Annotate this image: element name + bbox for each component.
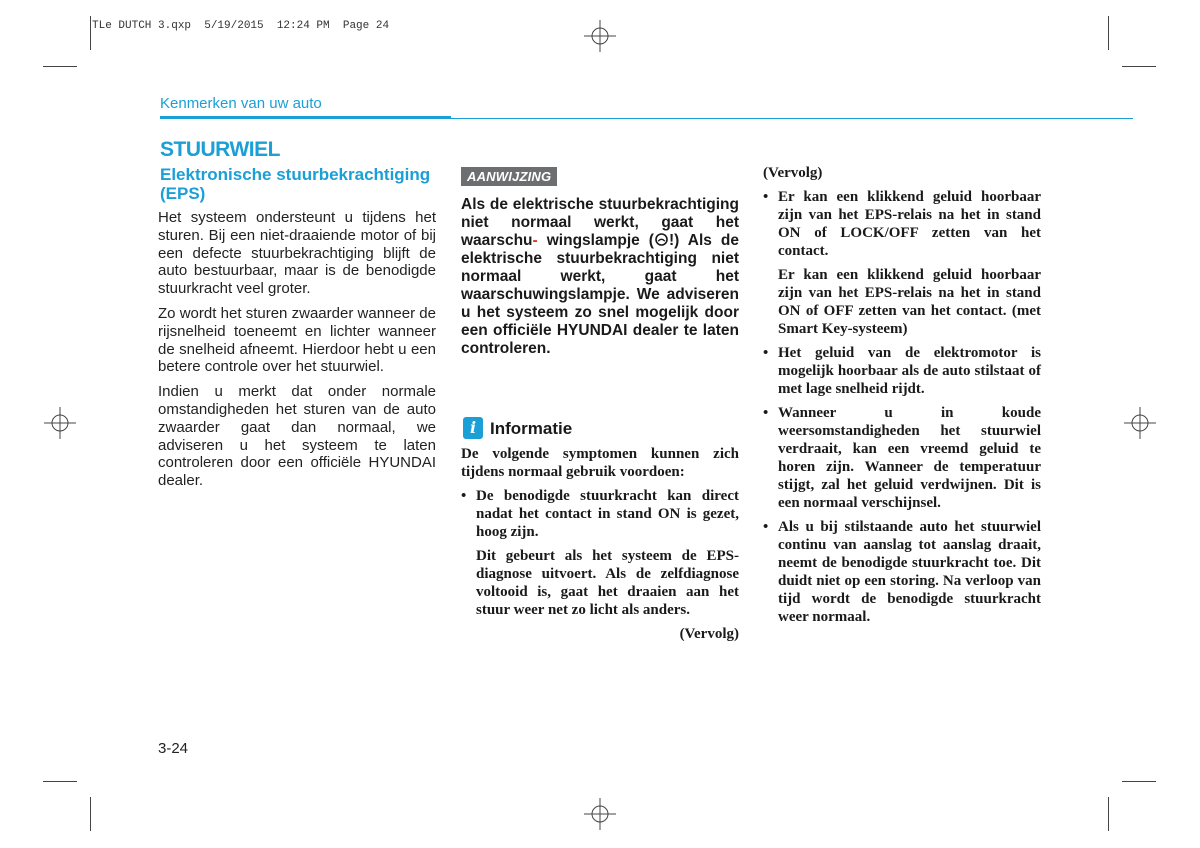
list-item: • Er kan een klikkend geluid hoorbaar zijn van het EPS-relais na het in stand ON of LOCK/OFF zetten van het contact. bbox=[763, 188, 1041, 260]
continued-top-label: (Vervolg) bbox=[763, 165, 823, 181]
page-number: 3-24 bbox=[158, 740, 189, 757]
registration-mark-bottom bbox=[584, 798, 616, 830]
registration-mark-left bbox=[44, 407, 76, 439]
continued-label: (Vervolg) bbox=[679, 626, 739, 642]
note-text: Als de elektrische stuurbekrachtiging niet normaal werkt, gaat het waarschu- wingslampje ( !) Als de elektrische stuurbekrachtiging niet normaal werkt, gaat het waarschuwingslampje. We adviseren u het systeem zo snel mogelijk door een officiële HYUNDAI dealer te laten controleren. bbox=[461, 196, 739, 357]
list-item: • De benodigde stuurkracht kan direct nadat het contact in stand ON is gezet, hoog zijn. bbox=[461, 487, 739, 541]
header-rule-thick bbox=[160, 116, 451, 119]
eps-warning-icon bbox=[654, 233, 669, 246]
info-body-continued bbox=[763, 164, 1041, 632]
info-intro: De volgende symptomen kunnen zich tijdens normaal gebruik voordoen: bbox=[461, 446, 739, 480]
header-rule-thin bbox=[451, 118, 1133, 119]
list-item: • Als u bij stilstaande auto het stuurwiel continu van aanslag tot aanslag draait, neemt de benodigde stuurkracht toe. Dit duidt niet op een storing. Na verloop van tijd wordt de benodigde stuurkracht weer normaal. bbox=[763, 518, 1041, 626]
body-paragraph: Indien u merkt dat onder normale omstandigheden het sturen van de auto zwaarder gaat dan normaal, we adviseren u het systeem te laten controleren door een officiële HYUNDAI dealer. bbox=[158, 383, 436, 490]
info-title: Informatie bbox=[490, 419, 573, 438]
registration-mark-right bbox=[1124, 407, 1156, 439]
note-badge: AANWIJZING bbox=[461, 167, 557, 186]
list-item: • Het geluid van de elektromotor is mogelijk hoorbaar als de auto stilstaat of met lage snelheid rijdt. bbox=[763, 344, 1041, 398]
page-title: STUURWIEL bbox=[160, 138, 280, 161]
subheading: Elektronische stuurbekrachtiging (EPS) bbox=[160, 165, 431, 203]
body-paragraph: Het systeem ondersteunt u tijdens het sturen. Bij een niet-draaiende motor of bij een defecte stuurbekrachtiging blijft de auto bestuurbaar, maar is de benodigde stuurkracht veel groter. bbox=[158, 209, 436, 298]
list-item: • Wanneer u in koude weersomstandigheden het stuurwiel verdraait, kan een vreemd geluid te horen zijn. Wanneer de temperatuur stijgt, zal het geluid verdwijnen. Dit is een normaal verschijnsel. bbox=[763, 404, 1041, 512]
registration-mark-top bbox=[584, 20, 616, 52]
body-paragraph: Zo wordt het sturen zwaarder wanneer de rijsnelheid toeneemt en lichter wanneer de snelheid afneemt. Hierdoor hebt u een betere controle over het stuurwiel. bbox=[158, 304, 436, 376]
list-item-extra: Er kan een klikkend geluid hoorbaar zijn van het EPS-relais na het in stand ON of OFF zetten van het contact. (met Smart Key-systeem) bbox=[778, 267, 1041, 337]
info-icon: i bbox=[463, 417, 483, 439]
red-hyphen: - bbox=[532, 232, 538, 249]
section-header: Kenmerken van uw auto bbox=[160, 95, 322, 112]
info-body bbox=[461, 445, 739, 649]
list-item-extra: Dit gebeurt als het systeem de EPS-diagnose uitvoert. Als de zelfdiagnose voltooid is, gaat het draaien aan het stuur weer net zo licht als anders. bbox=[476, 548, 739, 618]
body-text bbox=[158, 209, 436, 497]
print-slug: TLe DUTCH 3.qxp 5/19/2015 12:24 PM Page 24 bbox=[92, 20, 390, 32]
